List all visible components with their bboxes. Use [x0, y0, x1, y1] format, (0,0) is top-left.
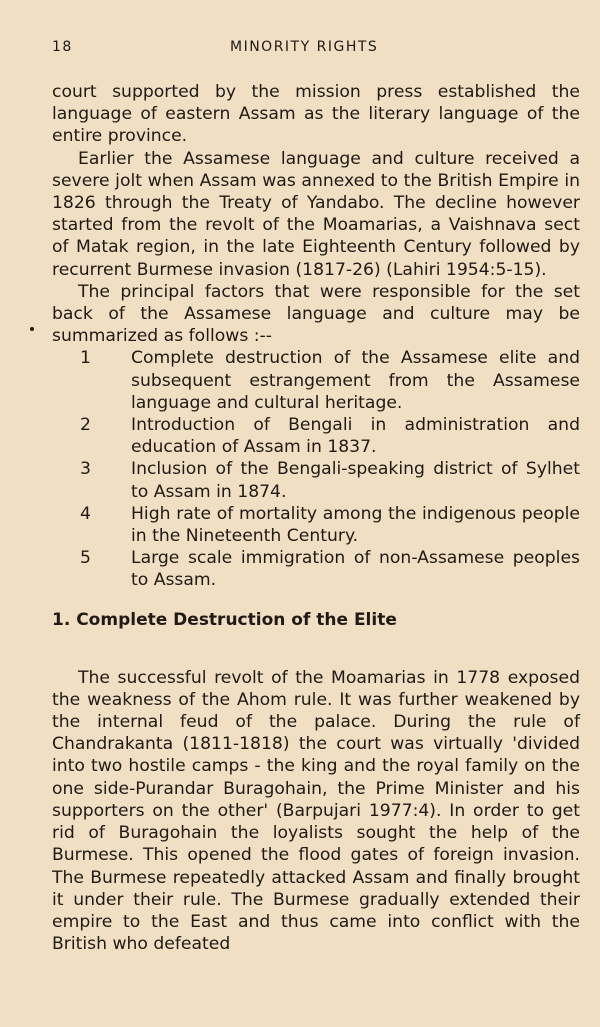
running-head: MINORITY RIGHTS: [230, 39, 379, 55]
paragraph: court supported by the mission press established the language of eastern Assam as the literary language of the entire province.: [52, 82, 580, 147]
list-item: [52, 414, 580, 458]
list-item: [52, 458, 580, 502]
page-number: 18: [52, 39, 73, 55]
page-header: [52, 39, 580, 59]
list-item-number: 4: [80, 503, 91, 524]
margin-dot: [30, 327, 34, 331]
list-item-text: Introduction of Bengali in administration and education of Assam in 1837.: [131, 415, 580, 458]
list-item: [52, 503, 580, 547]
section-paragraph: The successful revolt of the Moamarias in 1778 exposed the weakness of the Ahom rule. It was further weakened by the internal feud of the palace. During the rule of Chandrakanta (1811-1818) the court was virtually 'divided into two hostile camps - the king and the royal family on the one side-Purandar Buragohain, the Prime Minister and his supporters on the other' (Barpujari 1977:4). In order to get rid of Buragohain the loyalists sought the help of the Burmese. This opened the flood gates of foreign invasion. The Burmese repeatedly attacked Assam and finally brought it under their rule. The Burmese gradually extended their empire to the East and thus came into conflict with the British who defeated: [52, 667, 580, 955]
list-item: [52, 347, 580, 414]
list-item-number: 5: [80, 548, 91, 569]
list-item-text: Complete destruction of the Assamese elite and subsequent estrangement from the Assamese language and cultural heritage.: [131, 348, 580, 413]
list-item-text: High rate of mortality among the indigenous people in the Nineteenth Century.: [131, 503, 580, 547]
paragraph: The principal factors that were responsible for the set back of the Assamese language and culture may be summarized as follows :--: [52, 281, 580, 347]
paragraph: Earlier the Assamese language and culture received a severe jolt when Assam was annexed to the British Empire in 1826 through the Treaty of Yandabo. The decline however started from the revolt of the Moamarias, a Vaishnava sect of Matak region, in the late Eighteenth Century followed by recurrent Burmese invasion (1817-26) (Lahiri 1954:5-15).: [52, 148, 580, 280]
list-item-text: Inclusion of the Bengali-speaking district of Sylhet to Assam in 1874.: [131, 459, 580, 502]
list-item-number: 3: [80, 459, 91, 480]
list-item-number: 2: [80, 415, 91, 436]
list-item-number: 1: [80, 348, 91, 369]
list-item: [52, 547, 580, 591]
section-heading: 1. Complete Destruction of the Elite: [52, 609, 397, 630]
page-content: [52, 81, 580, 955]
list-item-text: Large scale immigration of non-Assamese peoples to Assam.: [131, 548, 580, 591]
factors-list: [52, 347, 580, 591]
